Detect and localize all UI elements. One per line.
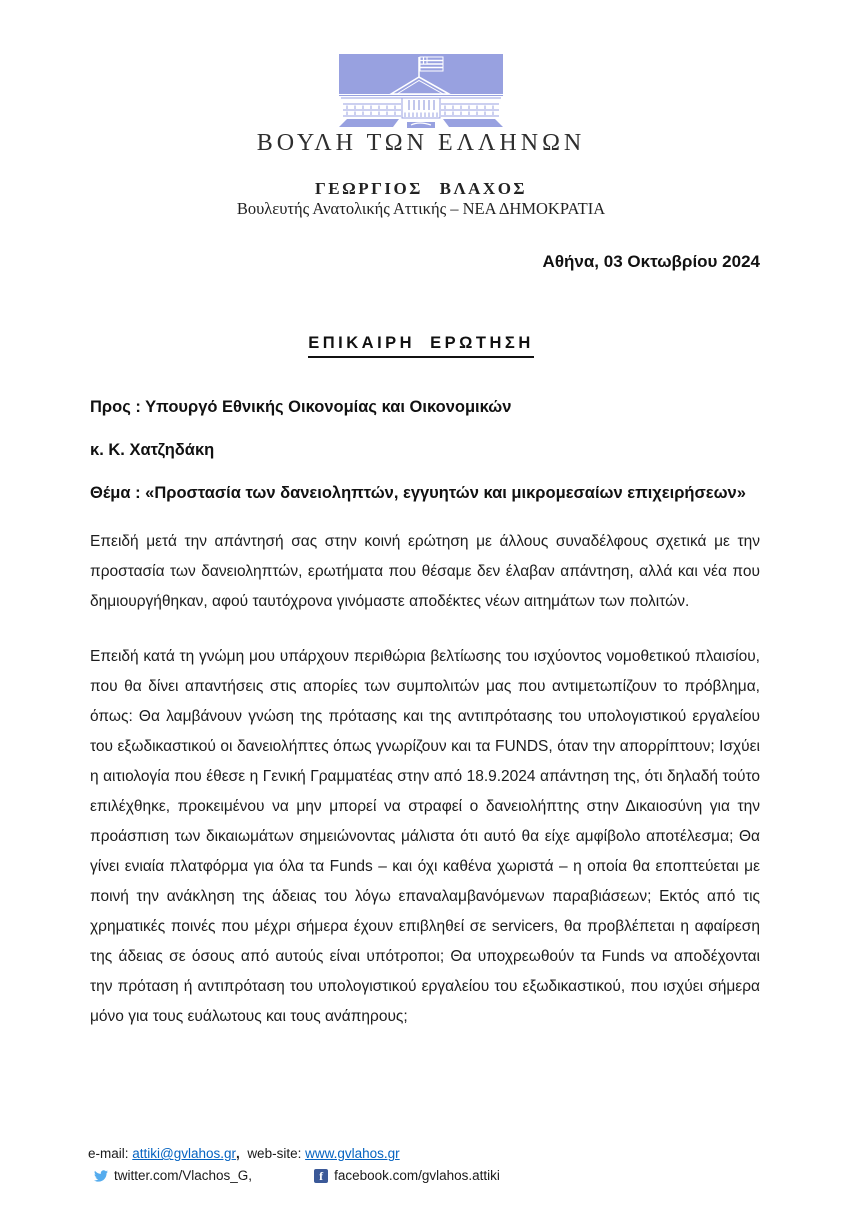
footer-contact-line bbox=[88, 1144, 500, 1164]
website-label: web-site: bbox=[247, 1146, 302, 1161]
document-title: ΕΠΙΚΑΙΡΗ ΕΡΩΤΗΣΗ bbox=[308, 334, 533, 358]
subject-line: Θέμα : «Προστασία των δανειοληπτών, εγγυητών και μικρομεσαίων επιχειρήσεων» bbox=[90, 484, 746, 502]
facebook-icon: f bbox=[314, 1169, 328, 1183]
date-line: Αθήνα, 03 Οκτωβρίου 2024 bbox=[542, 252, 760, 271]
body-paragraph-2: Επειδή κατά τη γνώμη μου υπάρχουν περιθώρια βελτίωσης του ισχύοντος νομοθετικού πλαισίου, που θα δίνει απαντήσεις στις απορίες των συμπολιτών μας που αντιμετωπίζουν το πρόβλημα, όπως: Θα λαμβάνουν γνώση της πρότασης και της αντιπρότασης του υπολογιστικού εργαλείου του εξωδικαστικού οι δανειολήπτες όπως γνωρίζουν και τα FUNDS, όταν την απορρίπτουν; Ισχύει η αιτιολογία που έθεσε η Γενική Γραμματέας στην από 18.9.2024 απάντηση της, ότι δηλαδή τούτο επιλέχθηκε, προκειμένου να μην μπορεί να στραφεί ο δανειολήπτης στην Δικαιοσύνη για την προάσπιση των δικαιωμάτων σημειώνοντας μάλιστα ότι αυτό θα είχε αμφίβολο αποτέλεσμα; Θα γίνει ενιαία πλατφόρμα για όλα τα Funds – και όχι καθένα χωριστά – η οποία θα εποπτεύεται με ποινή την ανάκληση της άδειας του λόγω επαναλαμβανόμενων παραβιάσεων; Εκτός από τις χρηματικές ποινές που μέχρι σήμερα έχουν επιβληθεί σε servicers, θα προβλέπεται η αφαίρεση της άδειας σε όσους από αυτούς είναι υπότροποι; Θα υποχρεωθούν τα Funds να αποδέχονται την πρόταση ή αντιπρόταση του υπολογιστικού εργαλείου του εξωδικαστικού, που ισχύει σήμερα μόνο για τους ευάλωτους και τους ανάπηρους; bbox=[90, 648, 760, 1025]
mp-role: Βουλευτής Ανατολικής Αττικής – ΝΕΑ ΔΗΜΟΚΡΑΤΙΑ bbox=[236, 199, 606, 218]
body-paragraph-1: Επειδή μετά την απάντησή σας στην κοινή ερώτηση με άλλους συναδέλφους σχετικά με την προστασία των δανειοληπτών, ερωτήματα που θέσαμε δεν έλαβαν απάντηση, αλλά και νέα που δημιουργήθηκαν, αφού ταυτόχρονα γινόμαστε αποδέκτες νέων αιτημάτων των πολιτών. bbox=[90, 533, 760, 610]
document-title-row bbox=[0, 334, 842, 358]
parliament-title: ΒΟΥΛΗ ΤΩΝ ΕΛΛΗΝΩΝ bbox=[256, 130, 586, 156]
parliament-logo bbox=[339, 54, 503, 132]
email-separator: , bbox=[236, 1146, 240, 1161]
facebook-handle: facebook.com/gvlahos.attiki bbox=[334, 1168, 500, 1183]
recipient-line: κ. Κ. Χατζηδάκη bbox=[90, 441, 215, 459]
parliament-building-icon bbox=[339, 54, 503, 132]
facebook-group bbox=[314, 1166, 500, 1186]
twitter-handle: twitter.com/Vlachos_G, bbox=[114, 1168, 253, 1183]
mp-name: ΓΕΩΡΓΙΟΣ ΒΛΑΧΟΣ bbox=[314, 179, 528, 198]
email-link[interactable]: attiki@gvlahos.gr bbox=[132, 1146, 237, 1161]
footer bbox=[88, 1144, 500, 1186]
email-label: e-mail: bbox=[88, 1146, 129, 1161]
footer-social-line bbox=[94, 1166, 500, 1186]
to-line: Προς : Υπουργό Εθνικής Οικονομίας και Οικονομικών bbox=[90, 398, 512, 416]
website-link[interactable]: www.gvlahos.gr bbox=[305, 1146, 400, 1161]
twitter-icon bbox=[94, 1169, 108, 1183]
document-body bbox=[90, 527, 760, 1057]
